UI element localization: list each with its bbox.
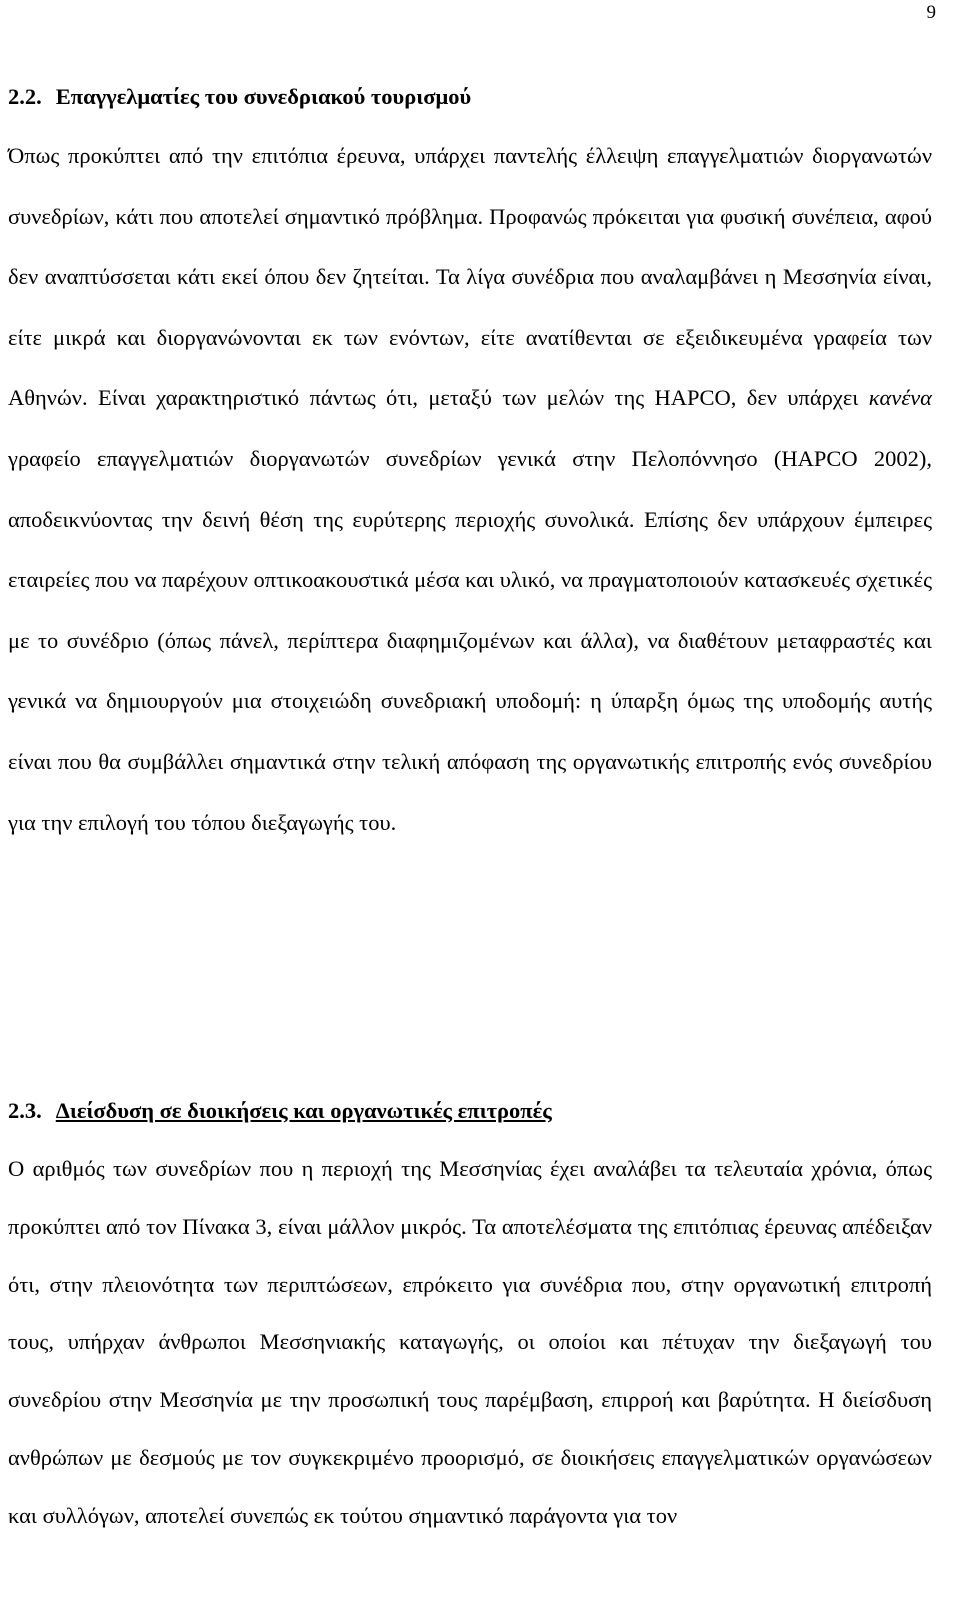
section-title: Επαγγελματίες του συνεδριακού τουρισμού [55, 84, 472, 109]
section-title: Διείσδυση σε διοικήσεις και οργανωτικές επιτροπές [55, 1098, 552, 1123]
section-2-2 [8, 80, 932, 853]
section-heading [8, 80, 932, 114]
section-heading [8, 1094, 932, 1128]
section-2-3 [8, 1094, 932, 1545]
section-number: 2.2. [8, 84, 42, 109]
paragraph-text-part-1: Όπως προκύπτει από την επιτόπια έρευνα, υπάρχει παντελής έλλειψη επαγγελματιών διοργανωτών συνεδρίων, κάτι που αποτελεί σημαντικό πρόβλημα. Προφανώς πρόκειται για φυσική συνέπεια, αφού δεν αναπτύσσεται κάτι εκεί όπου δεν ζητείται. Τα λίγα συνέδρια που αναλαμβάνει η Μεσσηνία είναι, είτε μικρά και διοργανώνονται εκ των ενόντων, είτε ανατίθενται σε εξειδικευμένα γραφεία των Αθηνών. Είναι χαρακτηριστικό πάντως ότι, μεταξύ των μελών της HAPCO, δεν υπάρχει [8, 143, 932, 411]
paragraph-text-part-2: γραφείο επαγγελματιών διοργανωτών συνεδρίων γενικά στην Πελοπόννησο (HAPCO 2002), αποδεικνύοντας την δεινή θέση της ευρύτερης περιοχής συνολικά. Επίσης δεν υπάρχουν έμπειρες εταιρείες που να παρέχουν οπτικοακουστικά μέσα και υλικό, να πραγματοποιούν κατασκευές σχετικές με το συνέδριο (όπως πάνελ, περίπτερα διαφημιζομένων και άλλα), να διαθέτουν μεταφραστές και γενικά να δημιουργούν μια στοιχειώδη συνεδριακή υποδομή: η ύπαρξη όμως της υποδομής αυτής είναι που θα συμβάλλει σημαντικά στην τελική απόφαση της οργανωτικής επιτροπής ενός συνεδρίου για την επιλογή του τόπου διεξαγωγής του. [8, 445, 932, 835]
page-number: 9 [926, 2, 936, 23]
section-number: 2.3. [8, 1098, 42, 1123]
body-paragraph [8, 126, 932, 853]
emphasized-word: κανένα [868, 385, 932, 411]
body-paragraph: Ο αριθμός των συνεδρίων που η περιοχή της Μεσσηνίας έχει αναλάβει τα τελευταία χρόνια, όπως προκύπτει από τον Πίνακα 3, είναι μάλλον μικρός. Τα αποτελέσματα της επιτόπιας έρευνας απέδειξαν ότι, στην πλειονότητα των περιπτώσεων, επρόκειτο για συνέδρια που, στην οργανωτική επιτροπή τους, υπήρχαν άνθρωποι Μεσσηνιακής καταγωγής, οι οποίοι και πέτυχαν την διεξαγωγή του συνεδρίου στην Μεσσηνία με την προσωπική τους παρέμβαση, επιρροή και βαρύτητα. Η διείσδυση ανθρώπων με δεσμούς με τον συγκεκριμένο προορισμό, σε διοικήσεις επαγγελματικών οργανώσεων και συλλόγων, αποτελεί συνεπώς εκ τούτου σημαντικό παράγοντα για τον [8, 1156, 932, 1528]
